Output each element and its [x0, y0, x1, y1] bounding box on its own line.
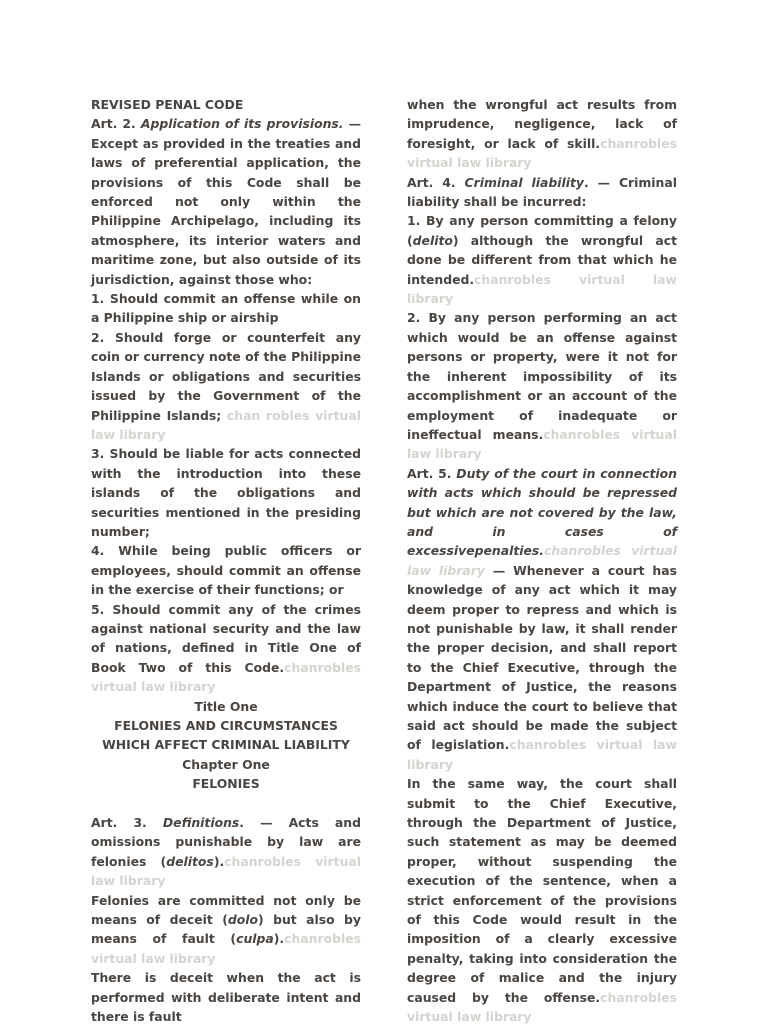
right-column	[407, 95, 677, 1024]
watermark-text: chanrobles virtual law library	[91, 659, 361, 695]
watermark-text: chanrobles virtual law library	[407, 737, 677, 772]
article-2-title: Application of its provisions.	[140, 116, 344, 132]
watermark-text: chanrobles virtual law library	[407, 426, 677, 462]
watermark-text: chanrobles virtual law library	[407, 989, 677, 1024]
article-2-item-1: 1. Should commit an offense while on a Philippine ship or airship	[91, 291, 361, 326]
watermark-text: chanrobles virtual law library	[91, 853, 361, 889]
criminal-liability-heading: WHICH AFFECT CRIMINAL LIABILITY	[102, 737, 350, 753]
article-4-item-1: 1. By any person committing a felony (delito) although the wrongful act done be different from that which he intended.chanrobles virtual law library	[407, 213, 677, 307]
blank-line	[91, 794, 361, 813]
title-one-heading: Title One	[194, 698, 258, 714]
article-2-item-3: 3. Should be liable for acts connected with the introduction into these islands of the obligations and securities mentioned in the presiding number;	[91, 446, 361, 539]
watermark-text: chanrobles virtual law library	[91, 931, 361, 966]
felonies-paragraph: Felonies are committed not only be means of deceit (dolo) but also by means of fault (culpa).chanrobles virtual law library	[91, 892, 361, 966]
watermark-text: chanrobles virtual law library	[407, 135, 677, 171]
watermark-text: chanrobles virtual law library	[407, 271, 677, 307]
article-2-item-5: 5. Should commit any of the crimes against national security and the law of nations, defined in Title One of Book Two of this Code.chanrobles virtual law library	[91, 601, 361, 695]
felonies-heading: FELONIES	[192, 776, 260, 792]
article-5-title: Duty of the court in connection with acts which should be repressed but which are not covered by the law, and in cases of excessivepenalties.	[407, 465, 677, 559]
left-column	[91, 95, 361, 1024]
watermark-text: chanrobles virtual law library	[407, 543, 677, 578]
felonies-circumstances-heading: FELONIES AND CIRCUMSTANCES	[114, 718, 338, 733]
article-2-item-2: 2. Should forge or counterfeit any coin or currency note of the Philippine Islands or obligations and securities issued by the Government of the Philippine Islands; chan robles virtual law library	[91, 329, 361, 442]
continued-paragraph: when the wrongful act results from imprudence, negligence, lack of foresight, or lack of skill.chanrobles virtual law library	[407, 97, 677, 171]
article-4-title: Criminal liability	[464, 174, 584, 190]
article-2-item-4: 4. While being public officers or employees, should commit an offense in the exercise of their functions; or	[91, 543, 361, 598]
article-4: Art. 4. Criminal liability. — Criminal liability shall be incurred:	[407, 174, 677, 210]
deceit-paragraph: There is deceit when the act is performed with deliberate intent and there is fault	[91, 970, 361, 1024]
same-way-paragraph: In the same way, the court shall submit to the Chief Executive, through the Department of Justice, such statement as may be deemed proper, without suspending the execution of the sentence, when a strict enforcement of the provisions of this Code would result in the imposition of a clearly excessive penalty, taking into consideration the degree of malice and the injury caused by the offense.chanrobles virtual law library	[407, 776, 677, 1024]
chapter-one-heading: Chapter One	[182, 756, 270, 772]
watermark-text: chan robles virtual law library	[91, 407, 361, 442]
article-3-title: Definitions	[162, 815, 240, 831]
article-5: Art. 5. Duty of the court in connection with acts which should be repressed but which are not covered by the law, and in cases of excessivepenalties.chanrobles virtual law library — Whenever a court has knowledge of any act which it may deem proper to repress and which is not punishable by law, it shall render the proper decision, and shall report to the Chief Executive, through the Department of Justice, the reasons which induce the court to believe that said act should be made the subject of legislation.chanrobles virtual law library	[407, 465, 677, 772]
article-2: Art. 2. Application of its provisions. — Except as provided in the treaties and laws of preferential application, the provisions of this Code shall be enforced not only within the Philippine Archipelago, including its atmosphere, its interior waters and maritime zone, but also outside of its jurisdiction, against those who:	[91, 116, 361, 287]
article-3: Art. 3. Definitions. — Acts and omissions punishable by law are felonies (delitos).chanrobles virtual law library	[91, 815, 361, 889]
article-4-item-2: 2. By any person performing an act which would be an offense against persons or property, were it not for the inherent impossibility of its accomplishment or an account of the employment of inadequate or ineffectual means.chanrobles virtual law library	[407, 310, 677, 462]
document-heading: REVISED PENAL CODE	[91, 97, 244, 112]
